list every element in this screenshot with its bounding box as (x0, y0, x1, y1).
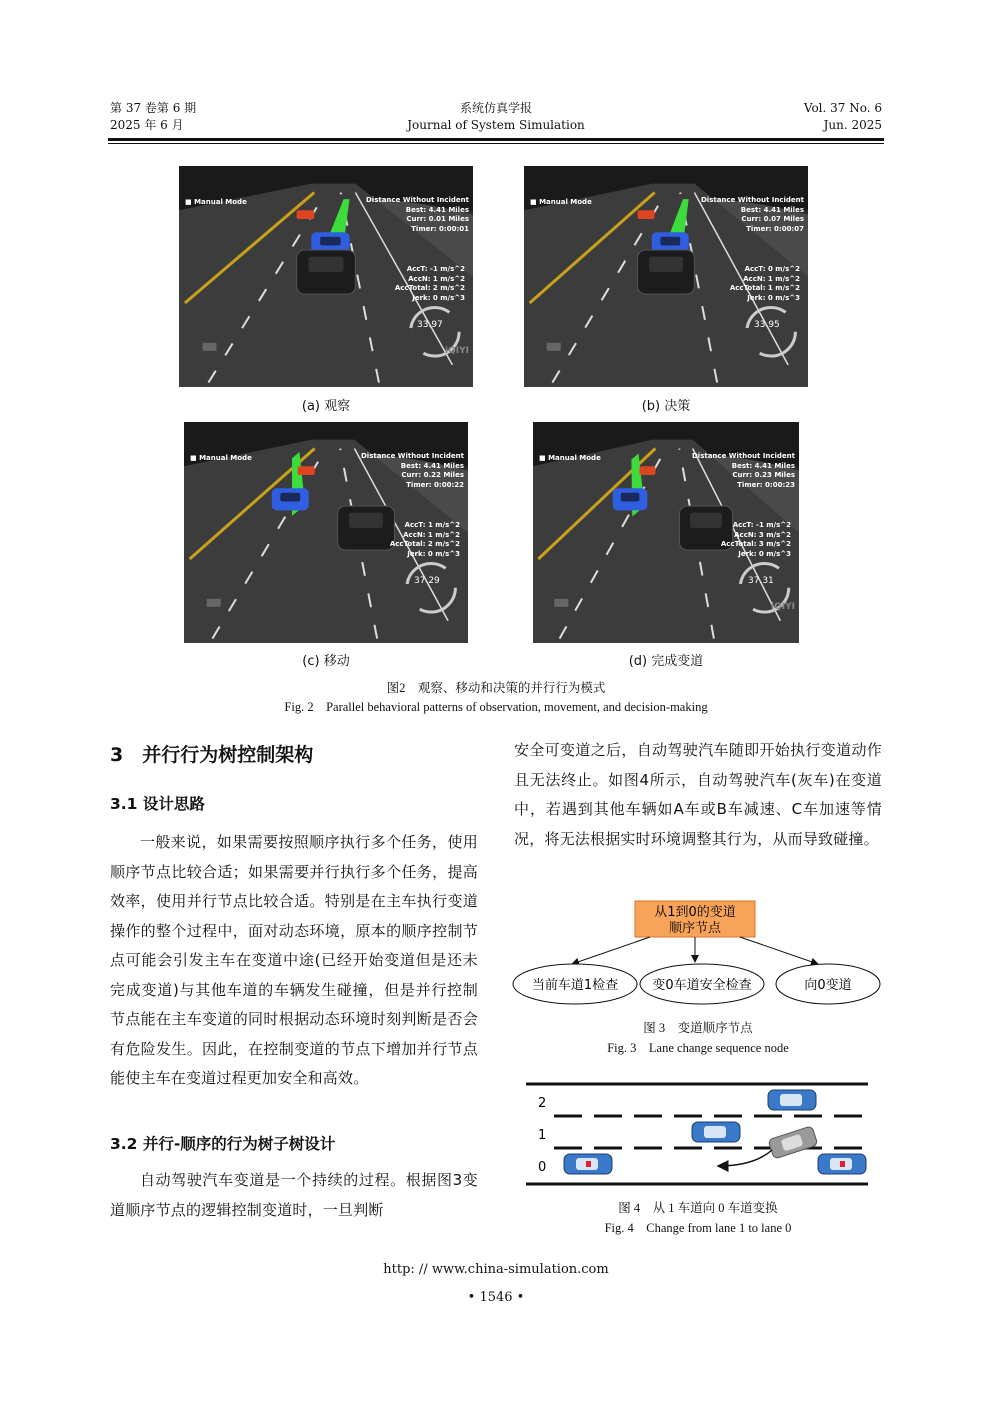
fig4-lane-label-0: 0 (538, 1160, 547, 1175)
journal-title-cn: 系统仿真学报 (459, 101, 532, 115)
fig4-car-gray (768, 1126, 818, 1159)
hud-speedometer: 37.31 (748, 576, 774, 586)
fig2-panel-d (533, 422, 799, 643)
fig3-caption-en: Fig. 3 Lane change sequence node (607, 1041, 789, 1055)
fig2-panel-c (184, 422, 468, 643)
hud-mode-label: ■ Manual Mode (185, 198, 247, 206)
journal-title-en: Journal of System Simulation (407, 118, 585, 132)
fig2-caption-en: Fig. 2 Parallel behavioral patterns of observation, movement, and decision-making (284, 700, 708, 714)
fig3-root-label-1: 从1到0的变道 (654, 905, 736, 920)
fig4-lane-label-1: 1 (538, 1128, 547, 1143)
fig2-subcaption-d: (d) 完成变道 (628, 654, 704, 669)
header-rule-thin (108, 143, 884, 144)
fig3-child-3-label: 向0变道 (804, 978, 852, 993)
fig4-lane-change-arrow (718, 1150, 772, 1166)
journal-volume-en (804, 100, 882, 134)
fig3-child-1-label: 当前车道1检查 (531, 978, 619, 993)
fig4-lane-label-2: 2 (538, 1096, 547, 1111)
fig4-caption-cn: 图 4 从 1 车道向 0 车道变换 (618, 1201, 778, 1215)
fig4-caption-en: Fig. 4 Change from lane 1 to lane 0 (604, 1221, 792, 1235)
subsection-3-2-text: 自动驾驶汽车变道是一个持续的过程。根据图3变道顺序节点的逻辑控制变道时，一旦判断 (110, 1171, 478, 1219)
volume-en: Vol. 37 No. 6 (803, 101, 882, 115)
header-rule-thick (108, 138, 884, 141)
hud-speedometer: 37.29 (414, 576, 440, 586)
right-column-text: 安全可变道之后，自动驾驶汽车随即开始执行变道动作且无法终止。如图4所示，自动驾驶汽车(灰车)在变道中，若遇到其他车辆如A车或B车减速、C车加速等情况，将无法根据实时环境调整其行为，从而导致碰撞。 (514, 741, 882, 848)
fig4-car-lane0-left (564, 1154, 612, 1174)
hud-distance: Distance Without Incident Best: 4.41 Miles Curr: 0.07 Miles Timer: 0:00:07 (700, 196, 804, 233)
fig3-edge-1 (572, 937, 650, 964)
watermark: iQIYI (445, 346, 469, 356)
hud-acceleration: AccT: -1 m/s^2 AccN: 3 m/s^2 AccTotal: 3 m/s^2 Jerk: 0 m/s^3 (720, 521, 791, 558)
subsection-3-2-title: 3.2 并行-顺序的行为树子树设计 (110, 1135, 336, 1153)
subsection-3-1-text: 一般来说，如果需要按照顺序执行多个任务，使用顺序节点比较合适；如果需要并行执行多个任务，提高效率，使用并行节点比较合适。特别是在主车执行变道操作的整个过程中，面对动态环境，原本的顺序控制节点可能会引发主车在变道中途(已经开始变道但是还未完成变道)与其他车道的车辆发生碰撞，但是并行控制节点能在主车变道的同时根据动态环境时刻判断是否会有危险发生。因此，在控制变道的节点下增加并行节点能使主车在变道过程更加安全和高效。 (110, 833, 478, 1087)
fig3-child-2-label: 变0车道安全检查 (652, 978, 752, 993)
date-en: Jun. 2025 (823, 118, 882, 132)
hud-speedometer: 33.95 (754, 320, 780, 330)
watermark: iQIYI (771, 602, 795, 612)
hud-mode-label: ■ Manual Mode (190, 454, 252, 462)
hud-mode-label: ■ Manual Mode (530, 198, 592, 206)
section-title: 3 并行行为树控制架构 (110, 744, 314, 766)
fig4-diagram (522, 1078, 872, 1190)
fig2-panel-a (179, 166, 473, 387)
fig4-car-lane2 (768, 1090, 816, 1110)
fig3-caption-cn: 图 3 变道顺序节点 (643, 1021, 753, 1035)
fig4-car-lane1 (692, 1122, 740, 1142)
issue-volume: 第 37 卷第 6 期 (110, 101, 197, 115)
fig3-root-label-2: 顺序节点 (668, 921, 722, 936)
hud-distance: Distance Without Incident Best: 4.41 Miles Curr: 0.01 Miles Timer: 0:00:01 (365, 196, 469, 233)
footer-url: http: // www.china-simulation.com (383, 1262, 609, 1277)
journal-issue-info (110, 100, 196, 134)
hud-distance: Distance Without Incident Best: 4.41 Miles Curr: 0.22 Miles Timer: 0:00:22 (360, 452, 464, 489)
fig2-panel-b (524, 166, 808, 387)
subsection-3-1-title: 3.1 设计思路 (110, 795, 205, 813)
fig4-car-lane0-right (818, 1154, 866, 1174)
hud-acceleration: AccT: 1 m/s^2 AccN: 1 m/s^2 AccTotal: 2 m/s^2 Jerk: 0 m/s^3 (389, 521, 460, 558)
hud-acceleration: AccT: 0 m/s^2 AccN: 1 m/s^2 AccTotal: 1 m/s^2 Jerk: 0 m/s^3 (729, 265, 800, 302)
hud-acceleration: AccT: -1 m/s^2 AccN: 1 m/s^2 AccTotal: 2 m/s^2 Jerk: 0 m/s^3 (394, 265, 465, 302)
hud-mode-label: ■ Manual Mode (539, 454, 601, 462)
fig3-diagram (510, 898, 888, 1006)
fig2-subcaption-c: (c) 移动 (302, 654, 350, 669)
fig2-subcaption-b: (b) 决策 (641, 399, 691, 414)
fig2-subcaption-a: (a) 观察 (301, 399, 351, 414)
fig3-edge-3 (740, 937, 818, 964)
journal-title (346, 100, 646, 134)
page-number: • 1546 • (467, 1290, 525, 1305)
hud-speedometer: 33.97 (417, 320, 443, 330)
hud-distance: Distance Without Incident Best: 4.41 Miles Curr: 0.23 Miles Timer: 0:00:23 (691, 452, 795, 489)
issue-date: 2025 年 6 月 (110, 118, 184, 132)
fig2-caption-cn: 图2 观察、移动和决策的并行行为模式 (386, 681, 606, 695)
